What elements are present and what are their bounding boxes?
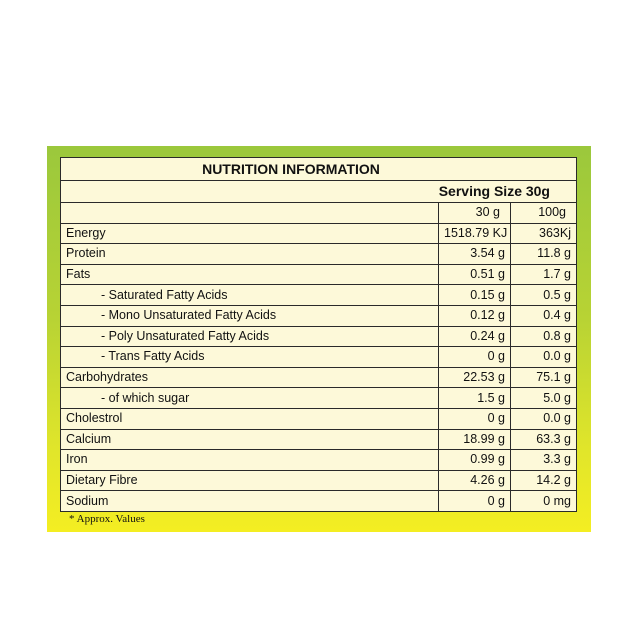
nutrition-table [60,157,577,512]
table-row [61,223,577,244]
value-100g: 0 mg [511,491,577,512]
value-100g: 0.0 g [511,347,577,368]
value-30g: 0.51 g [439,264,511,285]
value-30g: 1518.79 KJ [439,223,511,244]
nutrient-name: Protein [61,244,439,265]
value-100g: 1.7 g [511,264,577,285]
value-100g: 63.3 g [511,429,577,450]
value-100g: 0.8 g [511,326,577,347]
nutrient-name: - Saturated Fatty Acids [61,285,439,306]
table-row [61,305,577,326]
nutrient-name: Calcium [61,429,439,450]
table-row [61,429,577,450]
value-100g: 75.1 g [511,367,577,388]
value-30g: 0.15 g [439,285,511,306]
table-row [61,388,577,409]
nutrient-name: Carbohydrates [61,367,439,388]
column-header-100g: 100g [511,203,577,224]
table-row [61,264,577,285]
serving-size: Serving Size 30g [61,181,577,203]
column-header-nutrient [61,203,439,224]
value-100g: 11.8 g [511,244,577,265]
nutrient-name: Iron [61,450,439,471]
nutrient-name: Dietary Fibre [61,470,439,491]
nutrient-name: Energy [61,223,439,244]
table-row [61,326,577,347]
nutrient-name: - Trans Fatty Acids [61,347,439,368]
table-row [61,367,577,388]
nutrition-label-panel [47,146,591,532]
value-100g: 0.0 g [511,408,577,429]
value-30g: 0 g [439,347,511,368]
nutrient-name: - Poly Unsaturated Fatty Acids [61,326,439,347]
value-30g: 4.26 g [439,470,511,491]
table-row [61,347,577,368]
nutrient-name: - Mono Unsaturated Fatty Acids [61,305,439,326]
value-100g: 363Kj [511,223,577,244]
table-title: NUTRITION INFORMATION [61,158,577,181]
value-30g: 0.99 g [439,450,511,471]
table-row [61,450,577,471]
value-30g: 0 g [439,408,511,429]
value-30g: 0.24 g [439,326,511,347]
value-100g: 5.0 g [511,388,577,409]
value-30g: 1.5 g [439,388,511,409]
column-header-row [61,203,577,224]
value-30g: 22.53 g [439,367,511,388]
value-100g: 3.3 g [511,450,577,471]
nutrient-name: - of which sugar [61,388,439,409]
value-30g: 0 g [439,491,511,512]
value-100g: 14.2 g [511,470,577,491]
value-100g: 0.5 g [511,285,577,306]
table-row [61,470,577,491]
table-row [61,408,577,429]
column-header-30g: 30 g [439,203,511,224]
table-row [61,491,577,512]
footnote: * Approx. Values [69,513,145,525]
nutrient-name: Cholestrol [61,408,439,429]
table-row [61,244,577,265]
value-30g: 0.12 g [439,305,511,326]
value-30g: 18.99 g [439,429,511,450]
nutrient-name: Sodium [61,491,439,512]
value-30g: 3.54 g [439,244,511,265]
value-100g: 0.4 g [511,305,577,326]
table-row [61,285,577,306]
serving-row [61,181,577,203]
nutrient-name: Fats [61,264,439,285]
title-row [61,158,577,181]
